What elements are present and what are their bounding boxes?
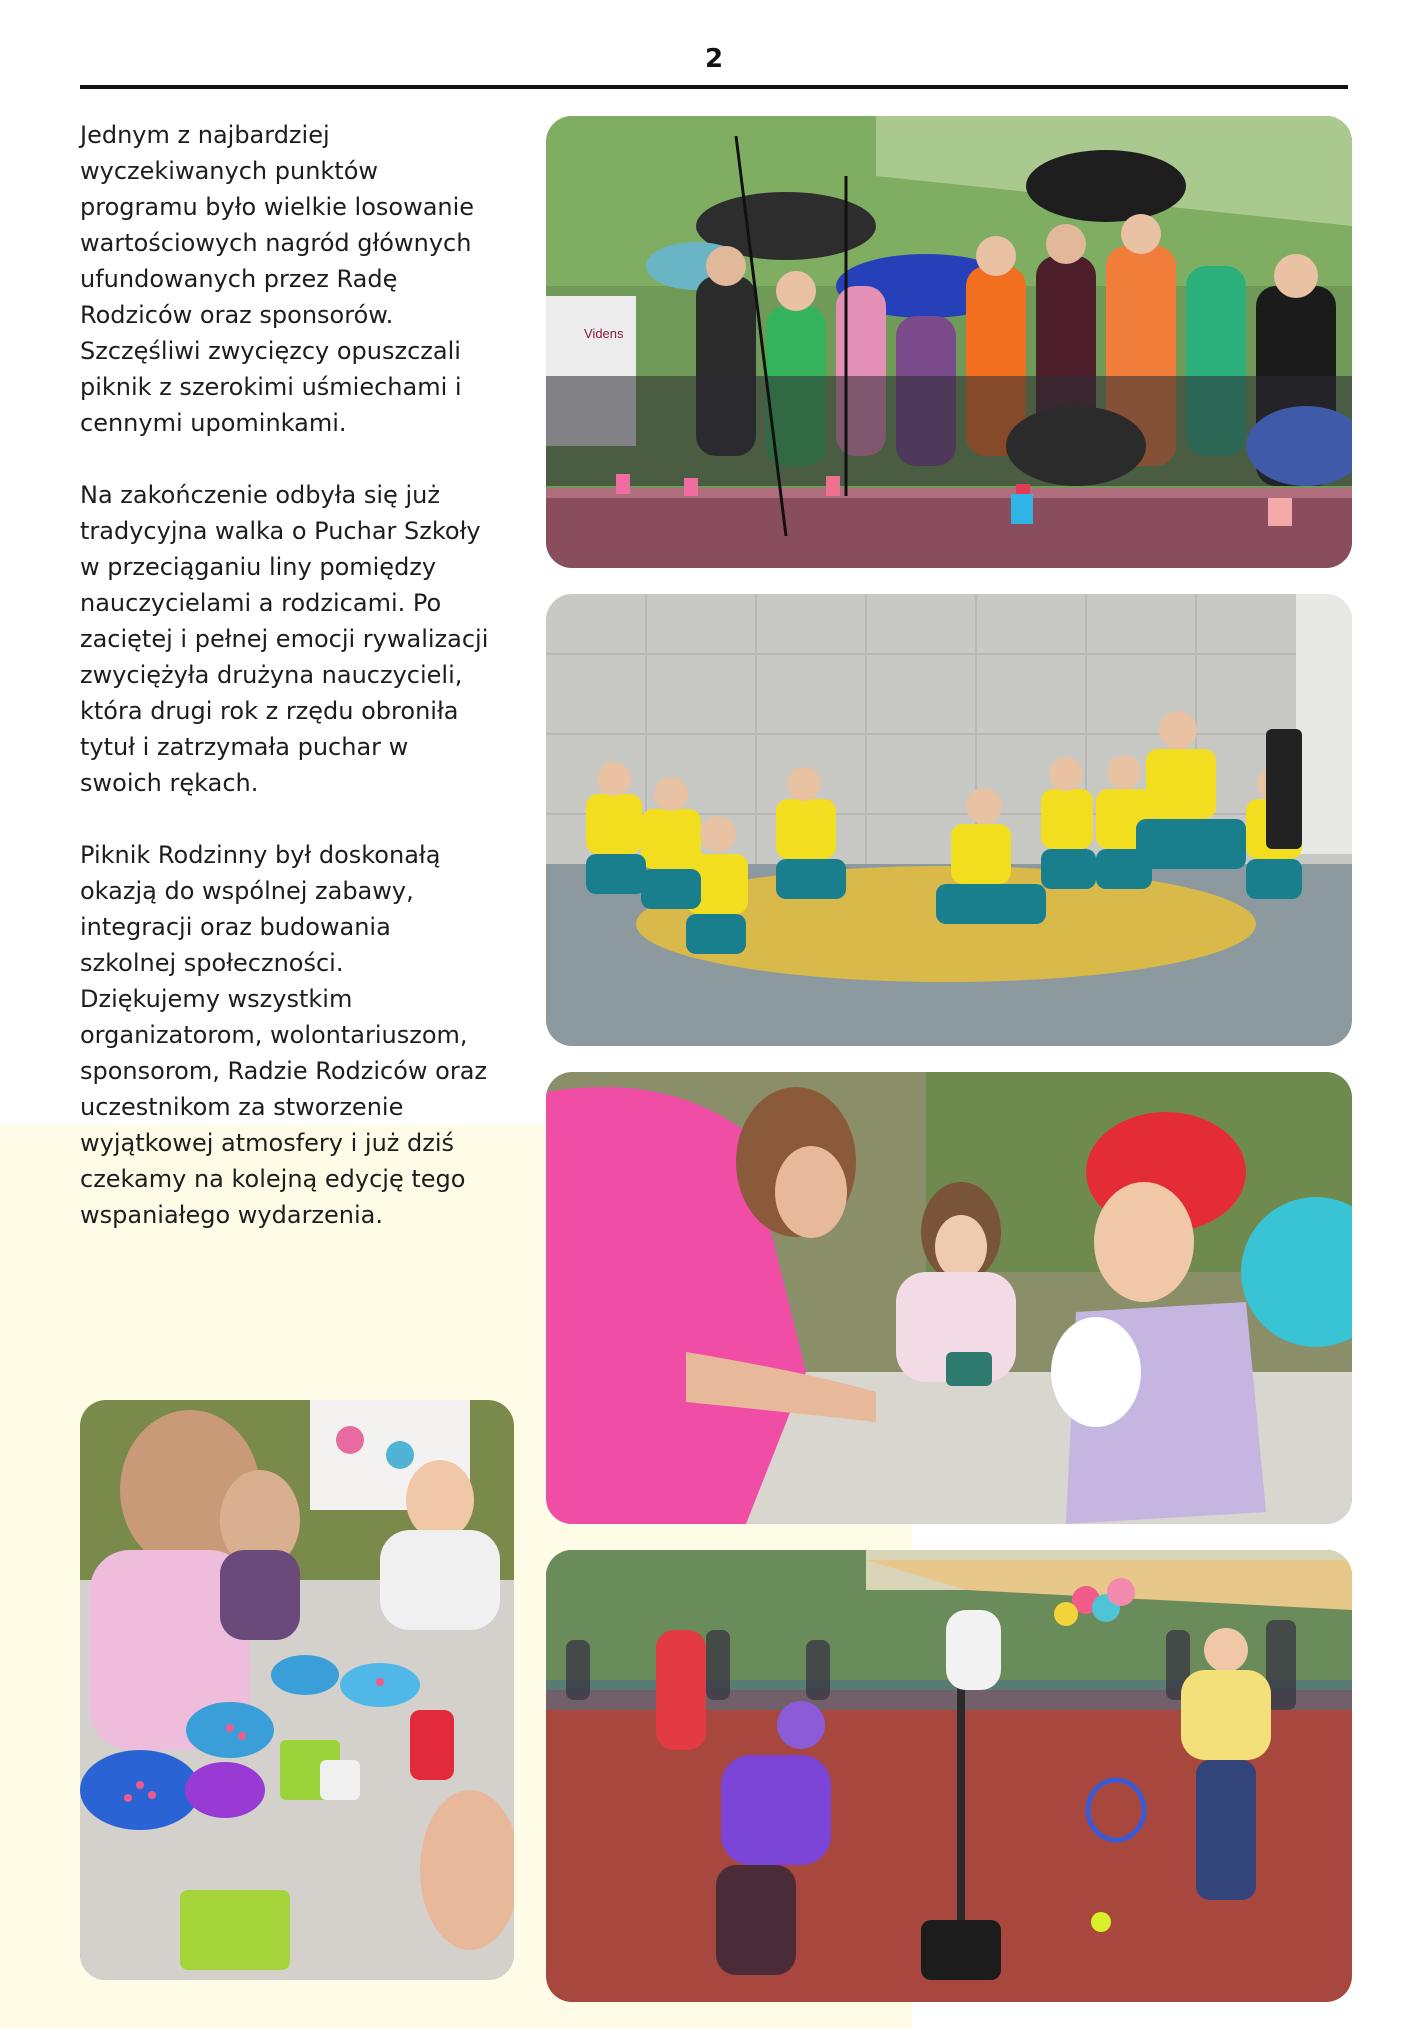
paragraph-tug-of-war: Na zakończenie odbyła się już tradycyjna walka o Puchar Szkoły w przeciąganiu liny pomiędzy nauczycielami a rodzicami. Po zaciętej i pełnej emocji rywalizacji zwyciężyła drużyna nauczycieli, która drugi rok z rzędu obroniła tytuł i zatrzymała puchar w swoich rękach. [80, 481, 489, 797]
photo-tennis-court [546, 1550, 1352, 2002]
photo-face-painting [546, 1072, 1352, 1524]
photo-dancers [546, 594, 1352, 1046]
header-rule [80, 85, 1348, 89]
photo-choir-stage [546, 116, 1352, 568]
paragraph-raffle: Jednym z najbardziej wyczekiwanych punktów programu było wielkie losowanie wartościowych nagród głównych ufundowanych przez Radę Rodziców oraz sponsorów. Szczęśliwi zwycięzcy opuszczali piknik z szerokimi uśmiechami i cennymi upominkami. [80, 121, 475, 437]
photo-bead-crafts [80, 1400, 514, 1980]
sign-text: Videns [584, 326, 624, 341]
page-number: 2 [704, 44, 724, 74]
article-text [80, 117, 490, 1269]
paragraph-thanks: Piknik Rodzinny był doskonałą okazją do wspólnej zabawy, integracji oraz budowania szkolnej społeczności. Dziękujemy wszystkim organizatorom, wolontariuszom, sponsorom, Radzie Rodziców oraz uczestnikom za stworzenie wyjątkowej atmosfery i już dziś czekamy na kolejną edycję tego wspaniałego wydarzenia. [80, 841, 488, 1229]
